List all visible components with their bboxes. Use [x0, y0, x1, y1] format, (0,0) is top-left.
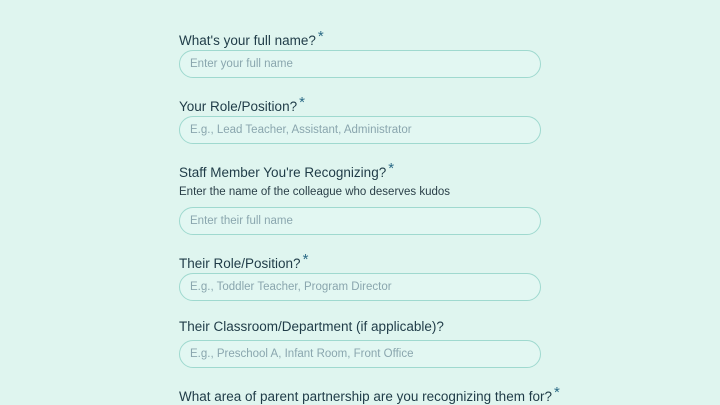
- staff-member-help-text: Enter the name of the colleague who deserves kudos: [179, 186, 451, 198]
- partnership-area-label-text: What area of parent partnership are you recognizing them for?: [179, 389, 552, 404]
- staff-member-label: [179, 161, 394, 181]
- your-role-label: [179, 95, 305, 115]
- staff-member-label-text: Staff Member You're Recognizing?: [179, 165, 387, 180]
- partnership-area-label: [179, 385, 560, 405]
- staff-member-input[interactable]: [179, 207, 541, 235]
- full-name-label: [179, 29, 324, 49]
- required-asterisk: *: [317, 28, 324, 45]
- required-asterisk: *: [299, 94, 305, 111]
- their-role-label: [179, 252, 308, 272]
- full-name-input[interactable]: [179, 50, 541, 78]
- required-asterisk: *: [302, 251, 309, 268]
- classroom-department-label-text: Their Classroom/Department (if applicable)?: [179, 319, 444, 334]
- required-asterisk: *: [553, 384, 560, 401]
- classroom-department-input[interactable]: [179, 340, 541, 368]
- their-role-input[interactable]: [179, 273, 541, 301]
- required-asterisk: *: [388, 160, 395, 177]
- their-role-label-text: Their Role/Position?: [179, 256, 301, 271]
- classroom-department-label: [179, 319, 444, 335]
- your-role-input[interactable]: [179, 116, 541, 144]
- your-role-label-text: Your Role/Position?: [179, 99, 298, 114]
- full-name-label-text: What's your full name?: [179, 33, 316, 48]
